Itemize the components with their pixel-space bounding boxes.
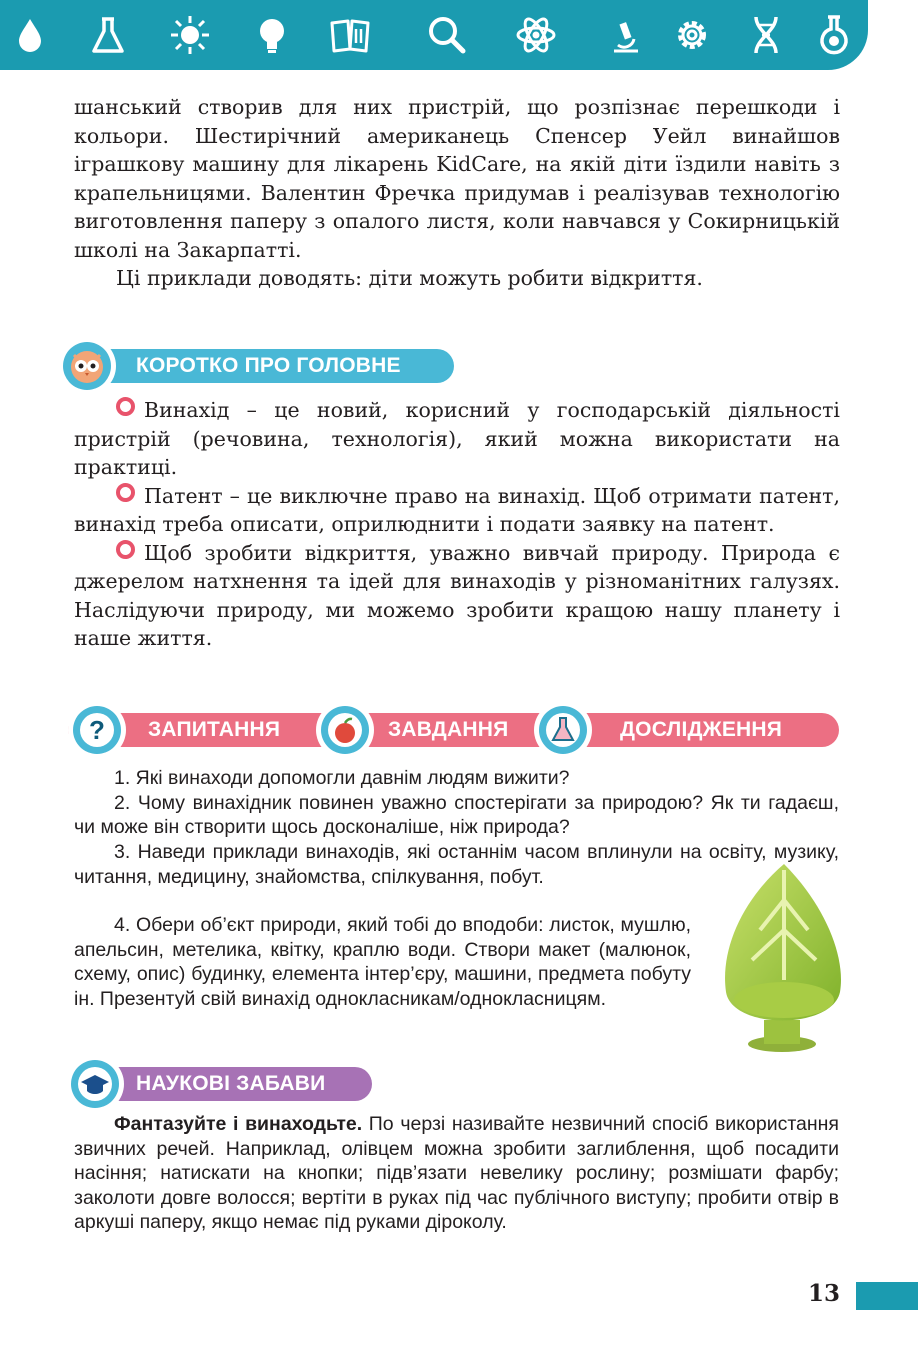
summary-item: Щоб зробити відкриття, уважно вивчай природу. Природа є джерелом натхнення та ідей для винаходів у різноманітних галузях. Наслідуючи природу, ми можемо зробити кращою нашу планету і наше життя. — [74, 540, 840, 650]
question-item: 2. Чому винахідник повинен уважно спостерігати за природою? Як ти гадаєш, чи може він створити щось досконаліше, ніж природа? — [74, 791, 839, 839]
flask-icon — [539, 706, 587, 754]
tasks-badge — [316, 701, 374, 759]
gear-icon — [670, 13, 714, 57]
question-item: 3. Наведи приклади винаходів, які останнім часом вплинули на освіту, музику, читання, медицину, знайомства, спілкування, побут. — [74, 841, 839, 888]
dna-icon — [744, 13, 788, 57]
research-label: ДОСЛІДЖЕННЯ — [620, 718, 783, 741]
summary-list — [74, 396, 840, 653]
flask-icon — [86, 13, 130, 57]
fun-lead: Фантазуйте і винаходьте. — [114, 1113, 363, 1135]
intro-text — [74, 93, 840, 293]
questions-list-wrap — [74, 913, 691, 1011]
summary-item: Винахід – це новий, корисний у господарській діяльності пристрій (речовина, технологія), який можна використати на практиці. — [74, 398, 840, 479]
sun-icon — [168, 13, 212, 57]
intro-paragraph: шанський створив для них пристрій, що розпізнає перешкоди і кольори. Шестирічний американець Спенсер Уейл винайшов іграшкову машину для лікарень KidCare, на якій діти їздили навіть з крапельницями. Валентин Фречка придумав і реалізував технологію виготовлення паперу з опалого листя, коли навчався у Сокирницькій школі на Закарпатті. — [74, 95, 840, 262]
microscope-icon — [604, 13, 648, 57]
fun-title: НАУКОВІ ЗАБАВИ — [136, 1072, 326, 1095]
book-icon — [328, 13, 372, 57]
summary-badge — [58, 337, 116, 395]
fun-text — [74, 1112, 839, 1235]
question-item: 4. Обери об’єкт природи, який тобі до вподоби: листок, мушлю, апельсин, метелика, квітку, краплю води. Створи макет (малюнок, схему, опис) будинку, елемента інтер’єру, машини, предмета побуту ін. Презентуй свій винахід однокласникам/однокласницям. — [74, 914, 691, 1010]
question-item: 1. Які винаходи допомогли давнім людям вижити? — [114, 767, 570, 789]
apple-icon — [321, 706, 369, 754]
questions-label: ЗАПИТАННЯ — [148, 718, 281, 741]
drop-icon — [8, 13, 52, 57]
questions-list — [74, 766, 839, 840]
bullet-icon — [116, 397, 135, 416]
page-number: 13 — [808, 1280, 841, 1307]
top-icon-bar — [0, 0, 868, 70]
magnifier-icon — [424, 13, 468, 57]
leaf-armchair-image — [712, 860, 852, 1056]
bullet-icon — [116, 483, 135, 502]
intro-conclusion: Ці приклади доводять: діти можуть робити відкриття. — [116, 266, 703, 290]
summary-item: Патент – це виключне право на винахід. Щоб отримати патент, винахід треба описати, оприлюднити і подати заявку на патент. — [74, 483, 840, 536]
atom-icon — [514, 13, 558, 57]
bullet-icon — [116, 540, 135, 559]
summary-title: КОРОТКО ПРО ГОЛОВНЕ — [136, 354, 401, 377]
research-badge — [534, 701, 592, 759]
bulb-flask-icon — [812, 13, 856, 57]
fun-badge — [66, 1055, 124, 1113]
bulb-icon — [250, 13, 294, 57]
questions-badge — [68, 701, 126, 759]
page-tab — [856, 1282, 918, 1310]
svg-text:?: ? — [89, 715, 105, 745]
question-icon — [73, 706, 121, 754]
graduation-cap-icon — [71, 1060, 119, 1108]
fun-body: По черзі називайте незвичний спосіб використання звичних речей. Наприклад, олівцем можна зробити заглиблення, щоб посадити насіння; натискати на кнопки; підв’язати невелику рослину; розмішати фарбу; заколоти довге волосся; вертіти в руках під час публічного виступу; пробити отвір в аркуші паперу, якщо немає під руками діроколу. — [74, 1113, 839, 1234]
owl-icon — [63, 342, 111, 390]
tasks-label: ЗАВДАННЯ — [388, 718, 509, 741]
